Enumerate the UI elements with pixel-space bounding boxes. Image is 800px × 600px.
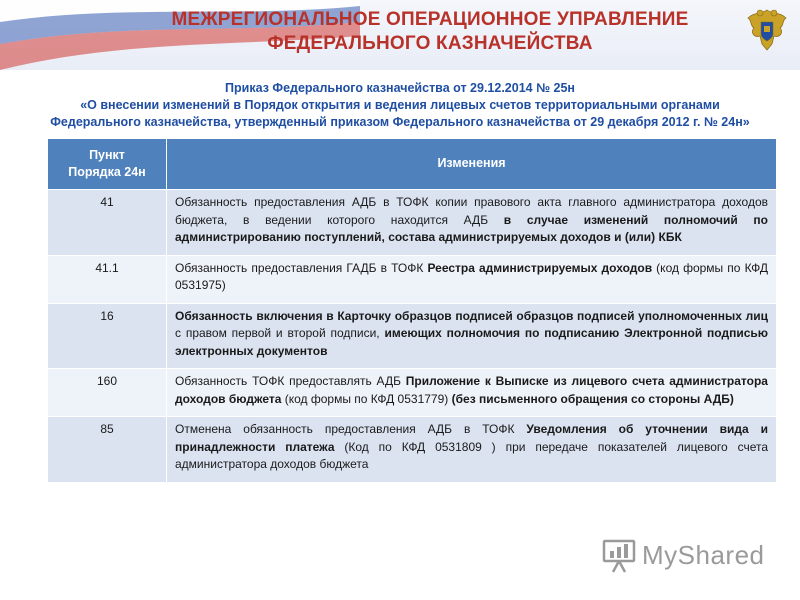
cell-point: 16 bbox=[48, 303, 167, 369]
double-headed-eagle-emblem-icon bbox=[742, 4, 792, 58]
bold-text-segment: в случае изменений полномочий по администрированию поступлений, состава администрируемых доходов и (или) КБК bbox=[175, 212, 769, 244]
bold-text-segment: Приложение к Выписке из лицевого счета администратора доходов бюджета bbox=[175, 374, 768, 406]
header-banner bbox=[0, 0, 800, 70]
table-row bbox=[48, 190, 777, 256]
order-line-2: «О внесении изменений в Порядок открытия и ведения лицевых счетов территориальными органами bbox=[80, 98, 720, 112]
cell-point: 41 bbox=[48, 190, 167, 256]
cell-change-text bbox=[167, 190, 777, 256]
order-line-1: Приказ Федерального казначейства от 29.12.2014 № 25н bbox=[225, 81, 575, 95]
text-segment: Обязанность предоставления ГАДБ в ТОФК bbox=[175, 260, 428, 275]
cell-change-text bbox=[167, 255, 777, 303]
bold-text-segment: имеющих полномочия по подписанию Электронной подписью электронных документов bbox=[175, 326, 768, 358]
text-segment: с правом первой и второй подписи, bbox=[175, 326, 385, 340]
text-segment: (Код по КФД 0531809 ) при передаче показателей лицевого счета администратора доходов бюджета bbox=[175, 439, 769, 471]
bold-text-segment: Уведомления об уточнении вида и принадлежности платежа bbox=[175, 422, 769, 454]
column-header-point: Пункт Порядка 24н bbox=[48, 139, 167, 190]
presentation-icon bbox=[602, 538, 636, 574]
text-segment: Обязанность предоставления АДБ в ТОФК копии правового акта главного администратора доходов бюджета, в ведении которого находится АДБ bbox=[175, 195, 768, 227]
cell-change-text bbox=[167, 303, 777, 369]
text-segment: (код формы по КФД 0531975) bbox=[175, 260, 769, 292]
cell-change-text bbox=[167, 369, 777, 417]
page-title bbox=[120, 8, 740, 56]
table-row bbox=[48, 417, 777, 483]
cell-point: 41.1 bbox=[48, 255, 167, 303]
cell-change-text bbox=[167, 417, 777, 483]
table-row bbox=[48, 255, 777, 303]
watermark-text: MyShared bbox=[642, 540, 765, 570]
order-heading bbox=[10, 80, 790, 131]
text-segment: Отменена обязанность предоставления АДБ в ТОФК bbox=[175, 422, 527, 436]
table-header-row bbox=[48, 139, 777, 190]
cell-point: 85 bbox=[48, 417, 167, 483]
order-line-3: Федерального казначейства, утвержденный приказом Федерального казначейства от 29 декабря 2012 г. № 24н» bbox=[50, 115, 750, 129]
bold-text-segment: Реестра администрируемых доходов bbox=[427, 260, 653, 275]
table-row bbox=[48, 369, 777, 417]
table-row bbox=[48, 303, 777, 369]
title-line-1: МЕЖРЕГИОНАЛЬНОЕ ОПЕРАЦИОННОЕ УПРАВЛЕНИЕ bbox=[171, 9, 689, 30]
bold-text-segment: Обязанность включения в Карточку образцов подписей образцов подписей уполномоченных лиц bbox=[175, 308, 768, 323]
text-segment: Обязанность ТОФК предоставлять АДБ bbox=[175, 374, 406, 388]
watermark-logo bbox=[602, 536, 772, 576]
title-line-2: ФЕДЕРАЛЬНОГО КАЗНАЧЕЙСТВА bbox=[267, 33, 593, 54]
text-segment: (код формы по КФД 0531779) bbox=[281, 391, 452, 406]
bold-text-segment: (без письменного обращения со стороны АДБ) bbox=[451, 391, 734, 406]
cell-point: 160 bbox=[48, 369, 167, 417]
changes-table bbox=[47, 138, 777, 483]
column-header-changes: Изменения bbox=[167, 139, 777, 190]
